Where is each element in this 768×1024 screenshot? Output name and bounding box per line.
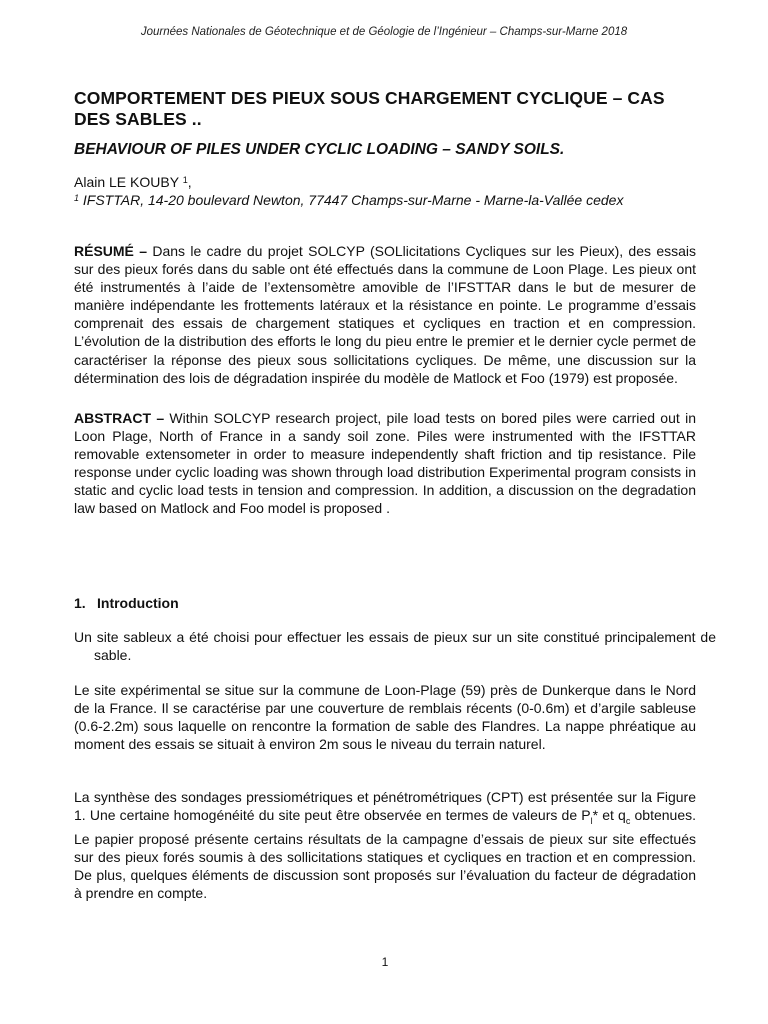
author-line — [74, 173, 192, 191]
intro-p3-part-b: * et q — [592, 807, 626, 824]
affiliation-line — [74, 191, 623, 209]
abstract-paragraph — [74, 409, 696, 518]
intro-paragraph-1: Un site sableux a été choisi pour effectuer les essais de pieux sur un site constitué principalement de sable. — [74, 629, 716, 664]
paper-title-english: BEHAVIOUR OF PILES UNDER CYCLIC LOADING – SANDY SOILS. — [74, 141, 565, 158]
abstract-label: ABSTRACT – — [74, 410, 165, 426]
intro-paragraph-2: Le site expérimental se situe sur la commune de Loon-Plage (59) près de Dunkerque dans le Nord de la France. Il se caractérise par une couverture de remblais récents (0-0.6m) et d’argile sableuse (0.6-2.2m) sous laquelle on rencontre la formation de sable des Flandres. La nappe phréatique au moment des essais se situait à environ 2m sous le niveau du terrain naturel. — [74, 682, 696, 753]
author-name: Alain LE KOUBY — [74, 174, 183, 190]
intro-paragraph-3 — [74, 788, 696, 902]
page-number: 1 — [381, 955, 389, 969]
abstract-text: Within SOLCYP research project, pile load tests on bored piles were carried out in Loon Plage, North of France in a sandy soil zone. Piles were instrumented with the IFSTTAR removable extensometer in order to measure independently shaft friction and tip resistance. Pile response under cyclic loading was shown through load distribution Experimental program consists in static and cyclic load tests in tension and compression. In addition, a discussion on the degradation law based on Matlock and Foo model is proposed . — [74, 410, 696, 517]
running-header: Journées Nationales de Géotechnique et de Géologie de l’Ingénieur – Champs-sur-Marne 2018 — [140, 26, 628, 38]
pl-subscript: l — [590, 815, 593, 826]
paper-page — [74, 0, 716, 1024]
section-title: Introduction — [97, 595, 179, 611]
resume-paragraph — [74, 242, 696, 387]
section-heading-introduction — [74, 595, 179, 611]
resume-label: RÉSUMÉ – — [74, 243, 148, 259]
qc-subscript: c — [625, 815, 631, 826]
resume-text: Dans le cadre du projet SOLCYP (SOLlicitations Cycliques sur les Pieux), des essais sur des pieux forés dans du sable ont été effectués dans la commune de Loon Plage. Les pieux ont été instrumentés à l’aide de l’extensomètre amovible de l’IFSTTAR dans le but de mesurer de manière indépendante les frottements latéraux et la résistance en pointe. Le programme d’essais comprenait des essais de chargement statiques et cycliques en traction et en compression. L’évolution de la distribution des efforts le long du pieu entre le premier et le dernier cycle permet de caractériser la réponse des pieux sous sollicitations cycliques. De même, une discussion sur la détermination des lois de dégradation inspirée du modèle de Matlock et Foo (1979) est proposée. — [74, 243, 697, 386]
affiliation-mark: 1 — [74, 193, 80, 203]
author-suffix: , — [187, 174, 192, 190]
paper-title: COMPORTEMENT DES PIEUX SOUS CHARGEMENT CYCLIQUE – CAS DES SABLES .. — [74, 88, 665, 129]
author-affiliation-mark: 1 — [182, 175, 188, 185]
intro-p3-part-c: obtenues. Le papier proposé présente certains résultats de la campagne d’essais de pieux sur site effectués sur des pieux forés soumis à des sollicitations statiques et cycliques en traction et en compression. De plus, quelques éléments de discussion sont proposés sur l’évaluation du facteur de dégradation à prendre en compte. — [74, 807, 696, 902]
intro-p3-part-a: La synthèse des sondages pressiométriques et pénétrométriques (CPT) est présentée sur la Figure 1. Une certaine homogénéité du site peut être observée en termes de valeurs de P — [74, 789, 696, 824]
affiliation-text: IFSTTAR, 14-20 boulevard Newton, 77447 Champs-sur-Marne - Marne-la-Vallée cedex — [79, 192, 624, 208]
section-number: 1. — [74, 595, 86, 611]
